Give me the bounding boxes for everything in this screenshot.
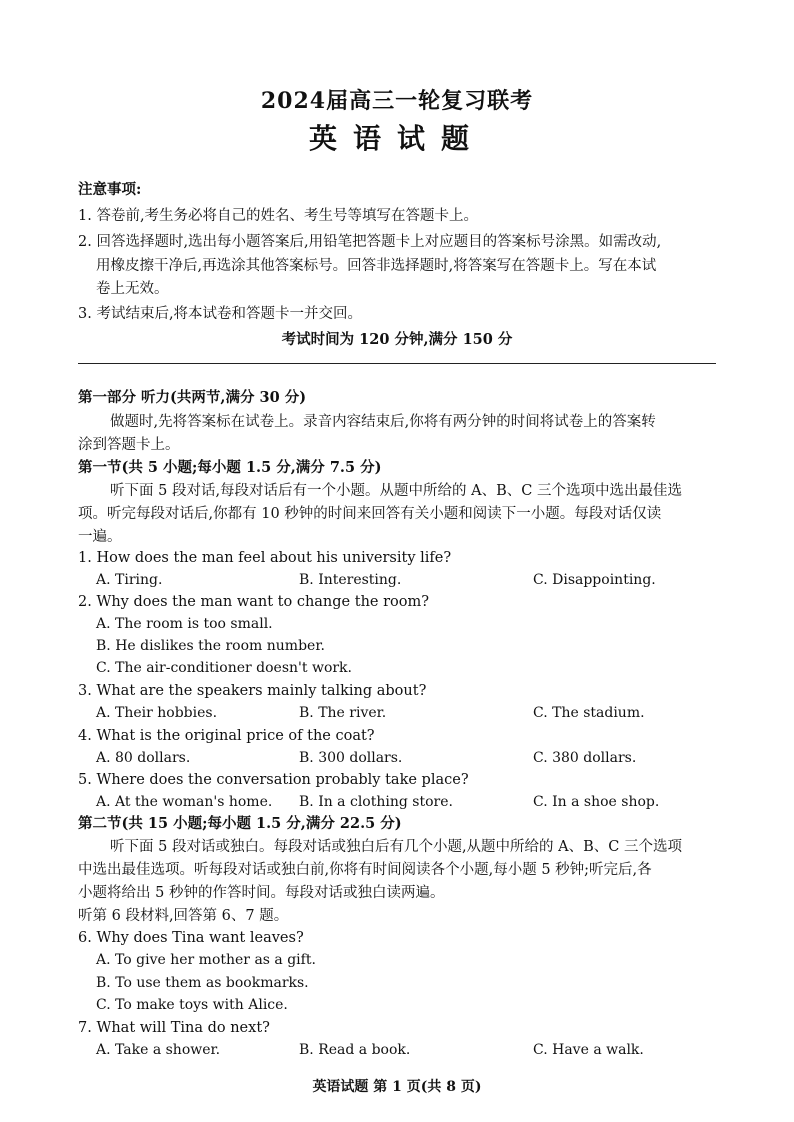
question-5-option-a: A. At the woman's home. [96, 794, 273, 810]
material-6-instruction: 听第 6 段材料,回答第 6、7 题。 [78, 908, 289, 924]
question-1-option-c: C. Disappointing. [533, 572, 656, 588]
question-3-stem: 3. What are the speakers mainly talking about? [78, 683, 427, 699]
section2-heading: 第二节(共 15 小题;每小题 1.5 分,满分 22.5 分) [78, 815, 402, 832]
question-5-option-c: C. In a shoe shop. [533, 794, 660, 810]
divider-line [78, 363, 716, 364]
question-7-option-a: A. Take a shower. [96, 1042, 221, 1058]
section2-intro-line-3: 小题将给出 5 秒钟的作答时间。每段对话或独白读两遍。 [78, 885, 445, 901]
question-3-option-b: B. The river. [299, 705, 387, 721]
section1-intro-line-2: 项。听完每段对话后,你都有 10 秒钟的时间来回答有关小题和阅读下一小题。每段对话仅读 [78, 506, 662, 522]
page-footer: 英语试题 第 1 页(共 8 页) [312, 1079, 482, 1095]
notice-item-2-line-1: 2. 回答选择题时,选出每小题答案后,用铅笔把答题卡上对应题目的答案标号涂黑。如需改动, [78, 234, 662, 250]
question-4-option-a: A. 80 dollars. [96, 750, 191, 766]
section2-intro-line-1: 听下面 5 段对话或独白。每段对话或独白后有几个小题,从题中所给的 A、B、C 三个选项 [110, 839, 682, 855]
section1-intro-line-3: 一遍。 [78, 529, 122, 545]
section1-heading: 第一节(共 5 小题;每小题 1.5 分,满分 7.5 分) [78, 459, 382, 476]
question-7-stem: 7. What will Tina do next? [78, 1020, 270, 1036]
exam-time-note: 考试时间为 120 分钟,满分 150 分 [281, 331, 513, 348]
question-7-option-b: B. Read a book. [299, 1042, 411, 1058]
question-1-option-a: A. Tiring. [96, 572, 163, 588]
notice-item-1: 1. 答卷前,考生务必将自己的姓名、考生号等填写在答题卡上。 [78, 208, 479, 224]
part1-intro-line-1: 做题时,先将答案标在试卷上。录音内容结束后,你将有两分钟的时间将试卷上的答案转 [110, 414, 656, 430]
question-6-option-b: B. To use them as bookmarks. [96, 975, 309, 991]
notice-item-3: 3. 考试结束后,将本试卷和答题卡一并交回。 [78, 306, 363, 322]
question-5-option-b: B. In a clothing store. [299, 794, 453, 810]
part1-heading: 第一部分 听力(共两节,满分 30 分) [78, 389, 307, 406]
notice-item-2-line-2: 用橡皮擦干净后,再选涂其他答案标号。回答非选择题时,将答案写在答题卡上。写在本试 [96, 258, 657, 274]
question-4-option-c: C. 380 dollars. [533, 750, 637, 766]
exam-title: 2024届高三一轮复习联考 [260, 88, 534, 114]
question-6-option-c: C. To make toys with Alice. [96, 997, 288, 1013]
exam-subject-title: 英语试题 [308, 122, 485, 155]
question-6-option-a: A. To give her mother as a gift. [96, 952, 316, 968]
section1-intro-line-1: 听下面 5 段对话,每段对话后有一个小题。从题中所给的 A、B、C 三个选项中选出最佳选 [110, 483, 682, 499]
notice-item-2-line-3: 卷上无效。 [96, 281, 169, 297]
question-3-option-a: A. Their hobbies. [96, 705, 218, 721]
question-4-stem: 4. What is the original price of the coat? [78, 728, 375, 744]
question-2-option-a: A. The room is too small. [96, 616, 273, 632]
question-2-option-c: C. The air-conditioner doesn't work. [96, 660, 352, 676]
question-1-option-b: B. Interesting. [299, 572, 402, 588]
question-4-option-b: B. 300 dollars. [299, 750, 403, 766]
question-2-stem: 2. Why does the man want to change the room? [78, 594, 430, 610]
notice-heading: 注意事项: [78, 181, 142, 198]
question-3-option-c: C. The stadium. [533, 705, 645, 721]
question-7-option-c: C. Have a walk. [533, 1042, 644, 1058]
question-1-stem: 1. How does the man feel about his university life? [78, 550, 452, 566]
section2-intro-line-2: 中选出最佳选项。听每段对话或独白前,你将有时间阅读各个小题,每小题 5 秒钟;听完后,各 [78, 862, 652, 878]
question-6-stem: 6. Why does Tina want leaves? [78, 930, 304, 946]
part1-intro-line-2: 涂到答题卡上。 [78, 437, 180, 453]
question-5-stem: 5. Where does the conversation probably take place? [78, 772, 469, 788]
question-2-option-b: B. He dislikes the room number. [96, 638, 325, 654]
